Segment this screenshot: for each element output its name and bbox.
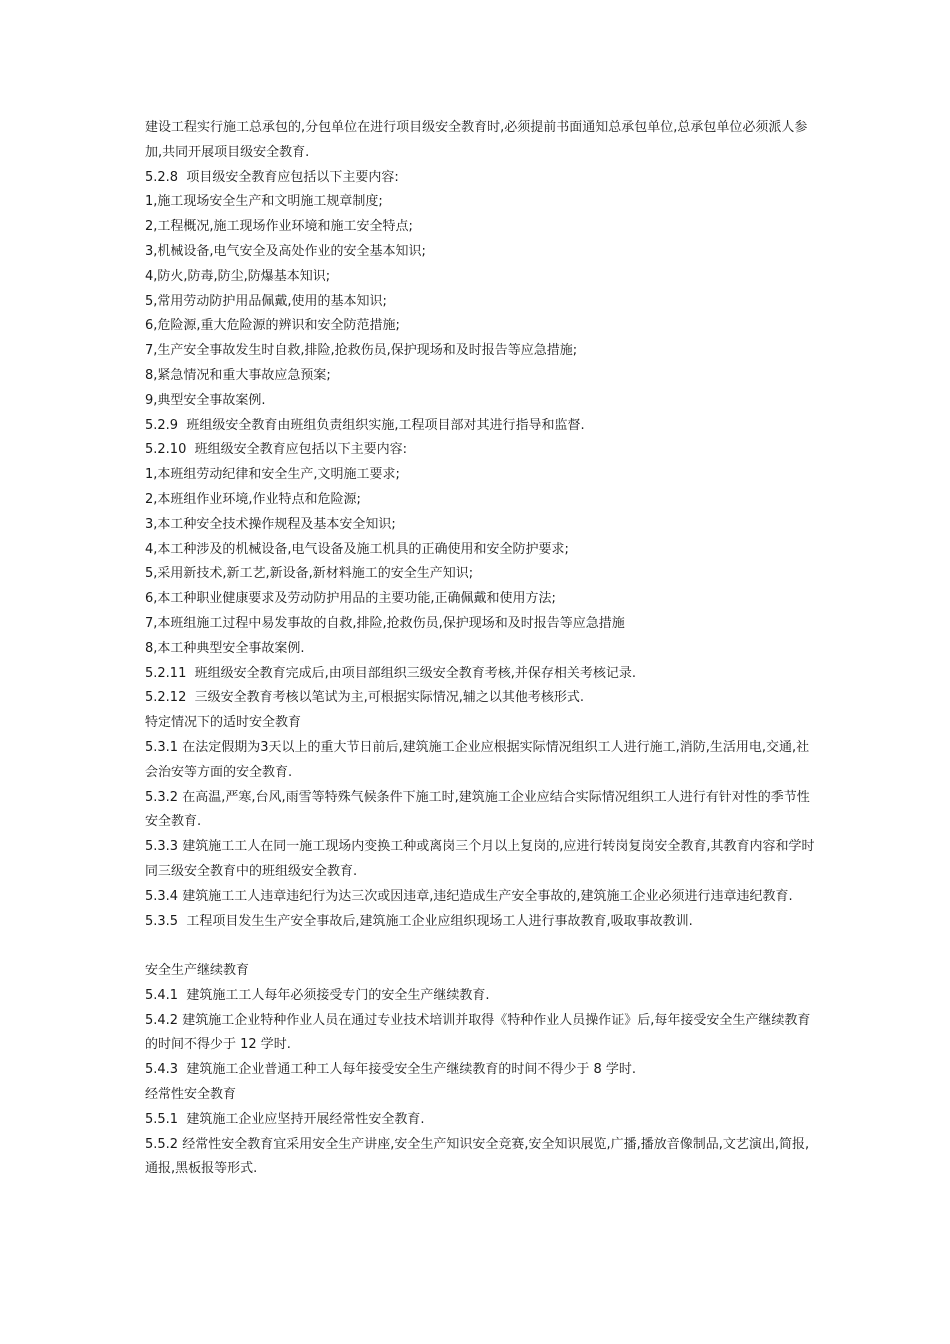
text-line: 9,典型安全事故案例. [145, 392, 266, 408]
text-paragraph: 5.5.2 经常性安全教育宜采用安全生产讲座,安全生产知识安全竞赛,安全知识展览,广播,播放音像制品,文艺演出,简报,通报,黑板报等形式. [145, 1136, 810, 1177]
text-line: 5.4.3 建筑施工企业普通工种工人每年接受安全生产继续教育的时间不得少于 8 学时. [145, 1062, 637, 1078]
text-line: 7,本班组施工过程中易发事故的自救,排险,抢救伤员,保护现场和及时报告等应急措施 [145, 615, 625, 631]
text-line: 5,采用新技术,新工艺,新设备,新材料施工的安全生产知识; [145, 566, 474, 582]
text-line: 3,本工种安全技术操作规程及基本安全知识; [145, 516, 396, 532]
text-line: 7,生产安全事故发生时自救,排险,抢救伤员,保护现场和及时报告等应急措施; [145, 343, 578, 359]
text-line: 经常性安全教育 [145, 1087, 237, 1103]
text-line: 5.2.9 班组级安全教育由班组负责组织实施,工程项目部对其进行指导和监督. [145, 417, 585, 433]
document-page [145, 116, 817, 1182]
text-line: 2,工程概况,施工现场作业环境和施工安全特点; [145, 219, 413, 235]
text-line: 1,施工现场安全生产和文明施工规章制度; [145, 194, 383, 210]
text-line: 5,常用劳动防护用品佩戴,使用的基本知识; [145, 293, 387, 309]
text-line: 2,本班组作业环境,作业特点和危险源; [145, 491, 361, 507]
text-line: 特定情况下的适时安全教育 [145, 715, 302, 731]
text-line: 5.2.12 三级安全教育考核以笔试为主,可根据实际情况,辅之以其他考核形式. [145, 690, 585, 706]
text-line: 4,本工种涉及的机械设备,电气设备及施工机具的正确使用和安全防护要求; [145, 541, 569, 557]
text-paragraph: 5.4.2 建筑施工企业特种作业人员在通过专业技术培训并取得《特种作业人员操作证》后,每年接受安全生产继续教育的时间不得少于 12 学时. [145, 1012, 811, 1053]
text-line: 1,本班组劳动纪律和安全生产,文明施工要求; [145, 467, 400, 483]
text-line: 5.4.1 建筑施工工人每年必须接受专门的安全生产继续教育. [145, 987, 490, 1003]
blank-line [145, 934, 817, 959]
text-line: 安全生产继续教育 [145, 963, 250, 979]
text-line: 3,机械设备,电气安全及高处作业的安全基本知识; [145, 243, 426, 259]
text-line: 5.2.10 班组级安全教育应包括以下主要内容: [145, 442, 407, 458]
text-paragraph: 5.3.1 在法定假期为3天以上的重大节日前后,建筑施工企业应根据实际情况组织工人进行施工,消防,生活用电,交通,社会治安等方面的安全教育. [145, 739, 810, 780]
text-line: 8,紧急情况和重大事故应急预案; [145, 367, 331, 383]
text-line: 6,危险源,重大危险源的辨识和安全防范措施; [145, 318, 400, 334]
text-line: 4,防火,防毒,防尘,防爆基本知识; [145, 268, 331, 284]
text-paragraph: 5.3.2 在高温,严寒,台风,雨雪等特殊气候条件下施工时,建筑施工企业应结合实际情况组织工人进行有针对性的季节性安全教育. [145, 789, 810, 830]
text-line: 8,本工种典型安全事故案例. [145, 640, 305, 656]
text-line: 5.5.1 建筑施工企业应坚持开展经常性安全教育. [145, 1111, 425, 1127]
text-paragraph: 建设工程实行施工总承包的,分包单位在进行项目级安全教育时,必须提前书面通知总承包单位,总承包单位必须派人参加,共同开展项目级安全教育. [145, 120, 808, 160]
text-line: 5.3.5 工程项目发生生产安全事故后,建筑施工企业应组织现场工人进行事故教育,吸取事故教训. [145, 913, 693, 929]
text-paragraph: 5.3.3 建筑施工工人在同一施工现场内变换工种或离岗三个月以上复岗的,应进行转岗复岗安全教育,其教育内容和学时同三级安全教育中的班组级安全教育. [145, 839, 815, 879]
text-paragraph: 5.3.4 建筑施工工人违章违纪行为达三次或因违章,违纪造成生产安全事故的,建筑施工企业必须进行违章违纪教育. [145, 888, 793, 904]
text-line: 6,本工种职业健康要求及劳动防护用品的主要功能,正确佩戴和使用方法; [145, 591, 556, 607]
text-line: 5.2.8 项目级安全教育应包括以下主要内容: [145, 169, 399, 185]
text-line: 5.2.11 班组级安全教育完成后,由项目部组织三级安全教育考核,并保存相关考核记录. [145, 665, 637, 681]
